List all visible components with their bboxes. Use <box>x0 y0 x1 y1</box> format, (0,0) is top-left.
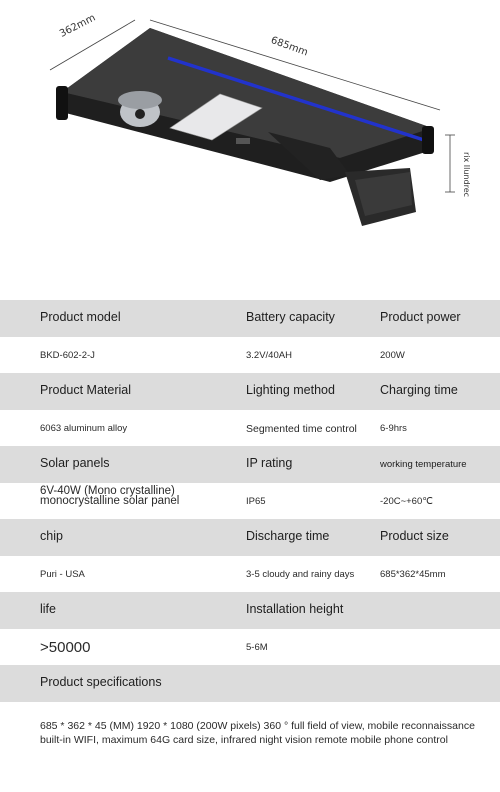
specifications-text: 685 * 362 * 45 (MM) 1920 * 1080 (200W pixels) 360 ° full field of view, mobile reconnaissance built-in WIFI, maximum 64G card size, infrared night vision remote mobile phone control <box>40 720 475 746</box>
header-cell: Installation height <box>246 602 344 616</box>
header-cell: Discharge time <box>246 529 330 543</box>
value-cell: 6-9hrs <box>380 423 407 434</box>
table-row <box>0 300 500 337</box>
end-cap-right <box>422 126 434 154</box>
header-cell: Product power <box>380 310 461 324</box>
table-row <box>0 592 500 629</box>
table-row <box>0 665 500 702</box>
value-cell: Segmented time control <box>246 423 357 435</box>
end-cap-left <box>56 86 68 120</box>
height-dimension-label: rix Ilundrec <box>462 152 471 198</box>
value-cell: 5-6M <box>246 642 268 653</box>
value-cell: -20C~+60℃ <box>380 496 433 507</box>
value-cell: 685*362*45mm <box>380 569 446 580</box>
value-cell: Puri - USA <box>40 569 85 580</box>
header-cell: IP rating <box>246 456 293 470</box>
header-cell: Solar panels <box>40 456 110 470</box>
table-row <box>0 337 500 373</box>
value-cell: 6V-40W (Mono crystalline) monocrystalline solar panel <box>40 485 180 507</box>
header-cell: Charging time <box>380 383 458 397</box>
header-cell: life <box>40 602 56 616</box>
street-light-illustration <box>0 0 500 300</box>
table-row <box>0 373 500 410</box>
spec-table <box>0 300 500 702</box>
table-row <box>0 519 500 556</box>
value-cell: BKD-602-2-J <box>40 350 95 361</box>
value-cell: 200W <box>380 350 405 361</box>
header-cell: Product size <box>380 529 449 543</box>
header-cell: Lighting method <box>246 383 335 397</box>
value-cell: >50000 <box>40 639 91 656</box>
header-cell: chip <box>40 529 63 543</box>
bracket-bolt <box>236 138 250 144</box>
width-dimension-label: 362mm <box>58 12 98 40</box>
table-row <box>0 629 500 665</box>
value-cell: 3-5 cloudy and rainy days <box>246 569 355 580</box>
header-cell: working temperature <box>380 459 467 470</box>
length-dimension-label: 685mm <box>269 35 310 59</box>
header-cell: Product model <box>40 310 121 324</box>
table-row <box>0 556 500 592</box>
camera-lens <box>135 109 145 119</box>
product-image <box>0 0 500 300</box>
value-cell: 3.2V/40AH <box>246 350 292 361</box>
value-cell: IP65 <box>246 496 266 507</box>
table-row <box>0 483 500 519</box>
header-cell: Battery capacity <box>246 310 335 324</box>
header-cell: Product specifications <box>40 675 162 689</box>
table-row <box>0 446 500 483</box>
value-cell: 6063 aluminum alloy <box>40 423 128 434</box>
table-row <box>0 410 500 446</box>
camera-ring <box>118 91 162 109</box>
header-cell: Product Material <box>40 383 132 397</box>
